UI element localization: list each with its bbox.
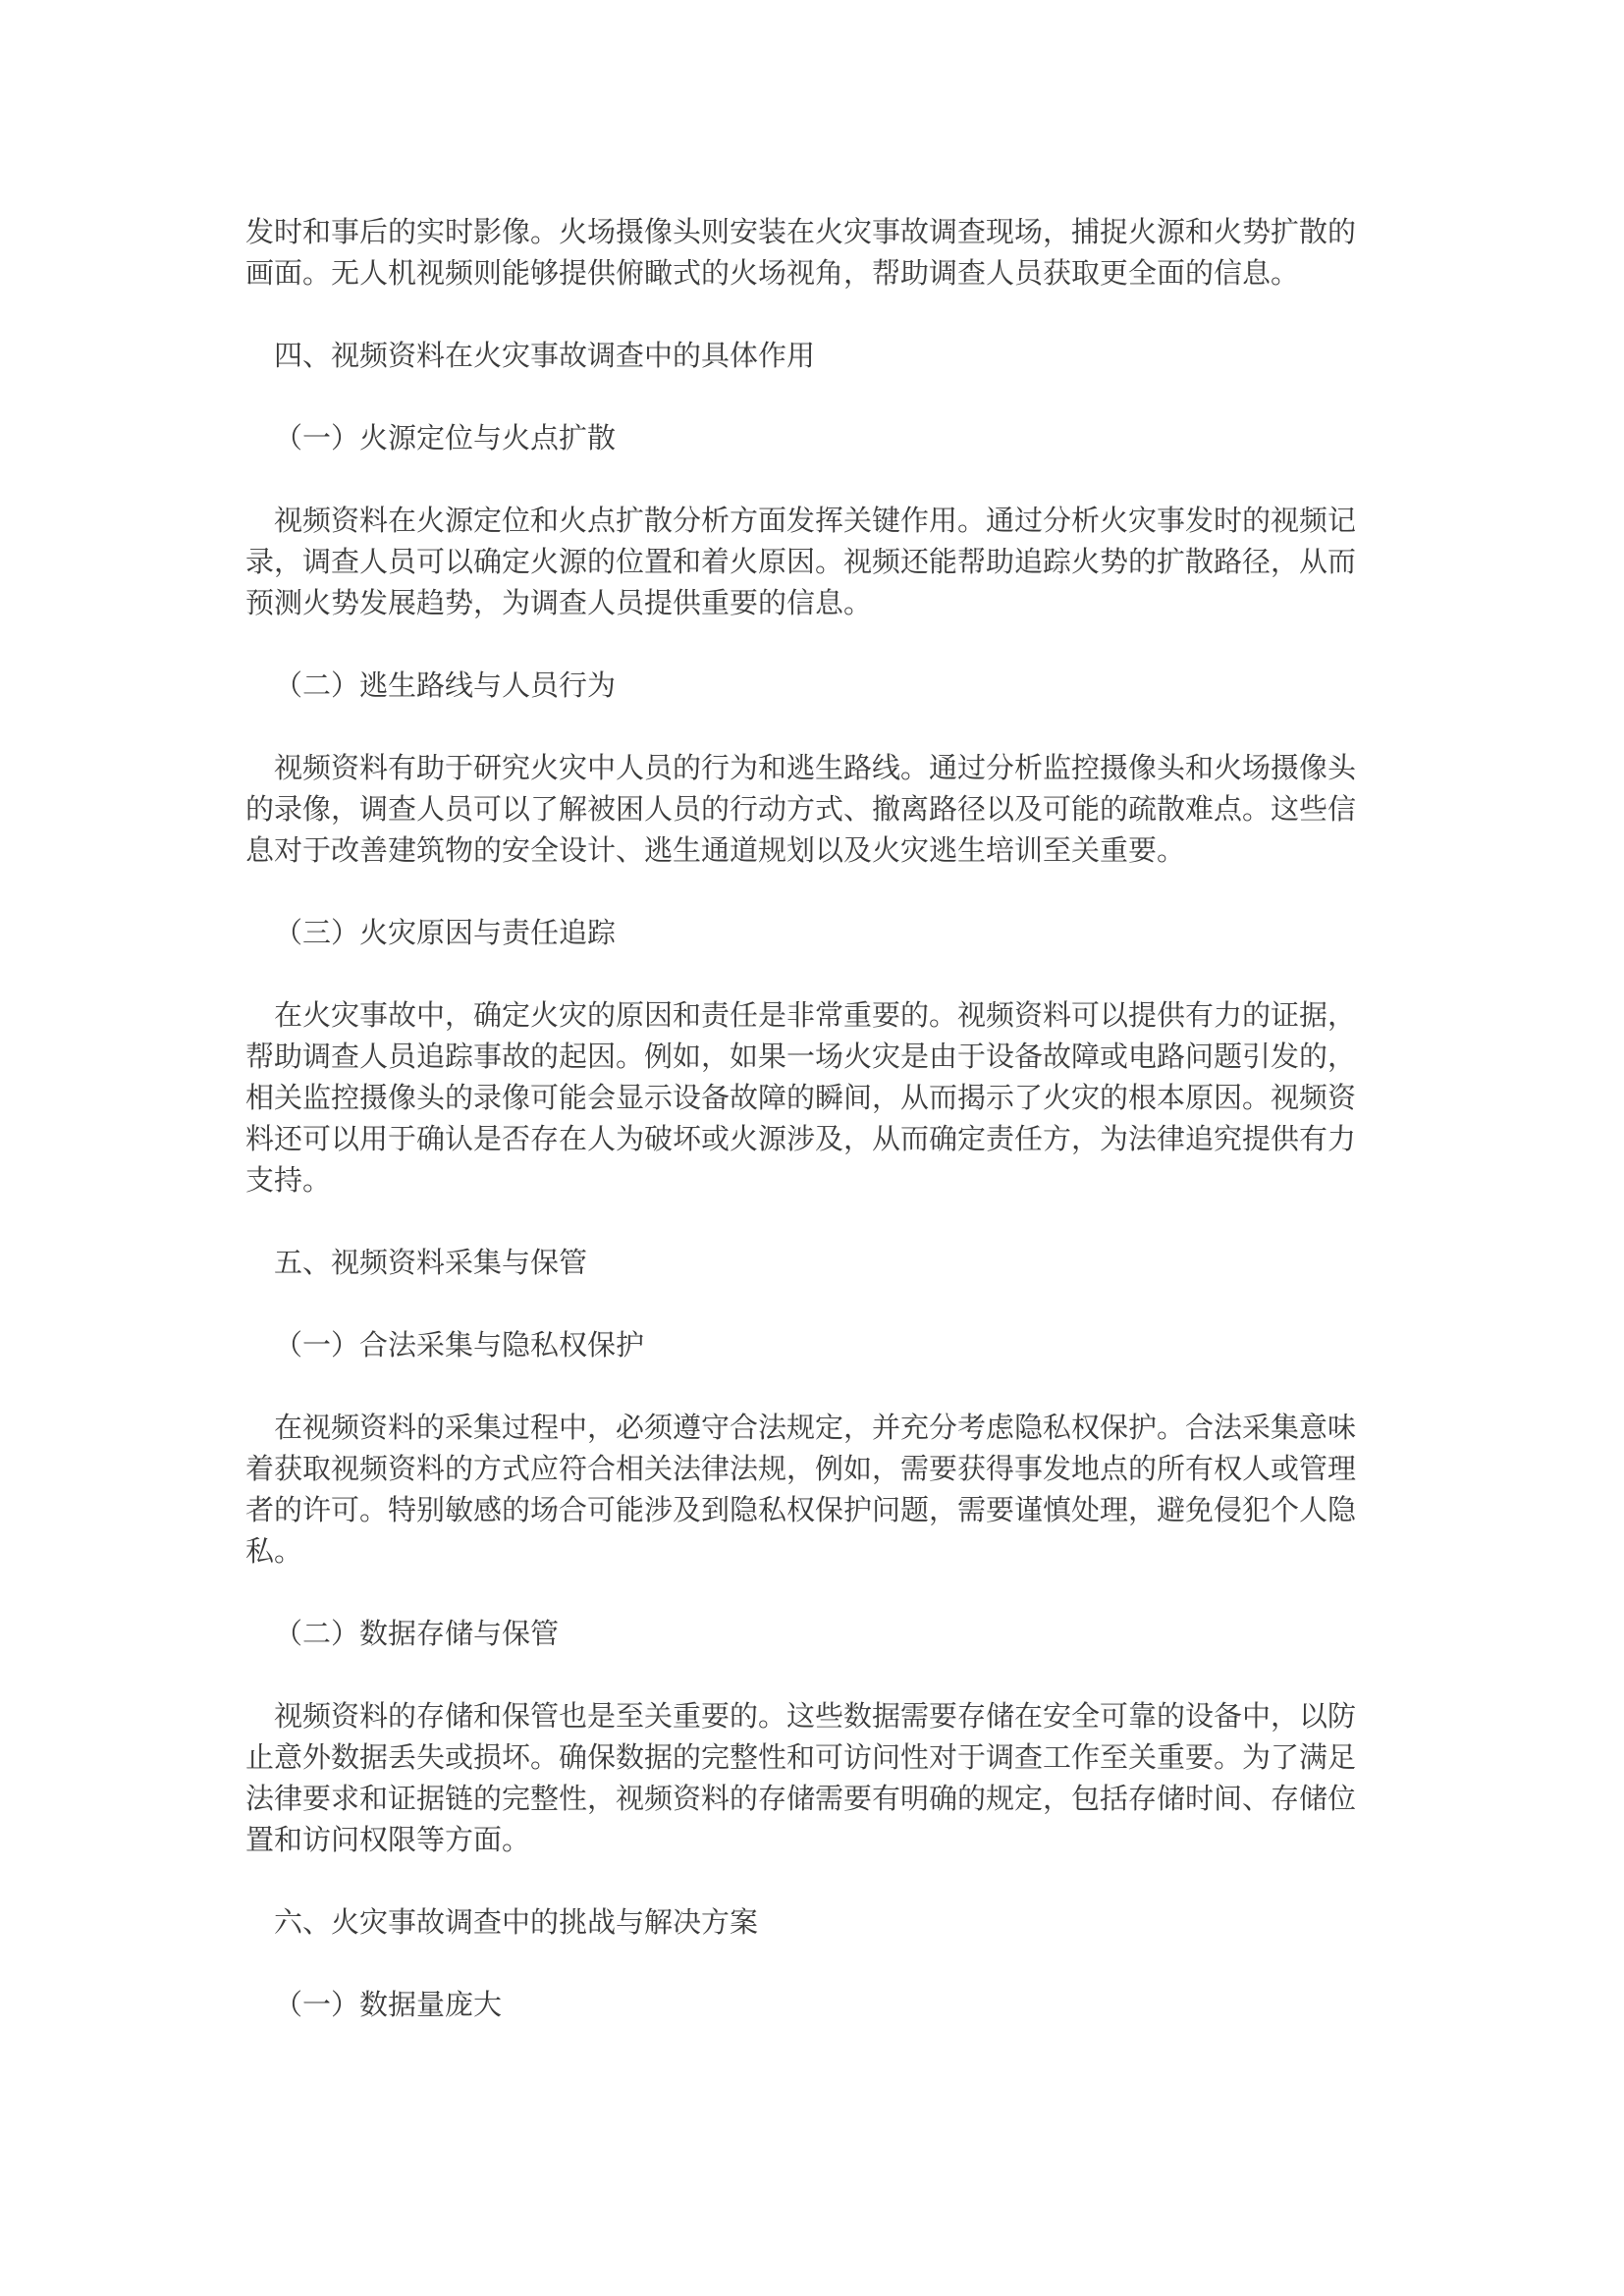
section-heading: 四、视频资料在火灾事故调查中的具体作用 [274, 341, 816, 372]
text-line: 预测火势发展趋势，为调查人员提供重要的信息。 [245, 588, 873, 619]
subsection-heading: （一）火源定位与火点扩散 [274, 423, 617, 454]
section-heading: 六、火灾事故调查中的挑战与解决方案 [274, 1907, 759, 1939]
text-line: 法律要求和证据链的完整性，视频资料的存储需要有明确的规定，包括存储时间、存储位 [245, 1784, 1357, 1815]
text-line: 帮助调查人员追踪事故的起因。例如，如果一场火灾是由于设备故障或电路问题引发的， [245, 1041, 1357, 1073]
subsection-heading: （三）火灾原因与责任追踪 [274, 918, 617, 949]
paragraph [245, 995, 1371, 1201]
text-line: 的录像，调查人员可以了解被困人员的行动方式、撤离路径以及可能的疏散难点。这些信 [245, 794, 1357, 826]
text-line: 止意外数据丢失或损坏。确保数据的完整性和可访问性对于调查工作至关重要。为了满足 [245, 1742, 1357, 1774]
paragraph [245, 1696, 1371, 1861]
text-line: 相关监控摄像头的录像可能会显示设备故障的瞬间，从而揭示了火灾的根本原因。视频资 [245, 1083, 1357, 1114]
text-line: 画面。无人机视频则能够提供俯瞰式的火场视角，帮助调查人员获取更全面的信息。 [245, 258, 1300, 290]
text-line: 支持。 [245, 1165, 332, 1197]
text-line: 息对于改善建筑物的安全设计、逃生通道规划以及火灾逃生培训至关重要。 [245, 835, 1186, 867]
text-line: 私。 [245, 1536, 303, 1568]
text-line: 着获取视频资料的方式应符合相关法律法规，例如，需要获得事发地点的所有权人或管理 [245, 1454, 1357, 1485]
text-line: 录，调查人员可以确定火源的位置和着火原因。视频还能帮助追踪火势的扩散路径，从而 [245, 547, 1357, 578]
text-line: 料还可以用于确认是否存在人为破坏或火源涉及，从而确定责任方，为法律追究提供有力 [245, 1124, 1357, 1155]
paragraph [245, 501, 1371, 624]
paragraph [245, 748, 1371, 872]
paragraph [245, 1408, 1371, 1573]
text-line: 置和访问权限等方面。 [245, 1825, 531, 1856]
text-line: 视频资料的存储和保管也是至关重要的。这些数据需要存储在安全可靠的设备中，以防 [274, 1701, 1357, 1733]
text-line: 在视频资料的采集过程中，必须遵守合法规定，并充分考虑隐私权保护。合法采集意味 [274, 1413, 1357, 1444]
subsection-heading: （一）合法采集与隐私权保护 [274, 1330, 645, 1362]
subsection-heading: （一）数据量庞大 [274, 1990, 503, 2021]
document-body [245, 212, 1371, 2026]
subsection-heading: （二）数据存储与保管 [274, 1619, 560, 1650]
paragraph [245, 212, 1371, 294]
text-line: 发时和事后的实时影像。火场摄像头则安装在火灾事故调查现场，捕捉火源和火势扩散的 [245, 217, 1357, 248]
subsection-heading: （二）逃生路线与人员行为 [274, 670, 617, 702]
text-line: 者的许可。特别敏感的场合可能涉及到隐私权保护问题，需要谨慎处理，避免侵犯个人隐 [245, 1495, 1357, 1526]
section-heading: 五、视频资料采集与保管 [274, 1248, 588, 1279]
text-line: 在火灾事故中，确定火灾的原因和责任是非常重要的。视频资料可以提供有力的证据， [274, 1000, 1357, 1032]
text-line: 视频资料有助于研究火灾中人员的行为和逃生路线。通过分析监控摄像头和火场摄像头 [274, 753, 1357, 784]
text-line: 视频资料在火源定位和火点扩散分析方面发挥关键作用。通过分析火灾事发时的视频记 [274, 506, 1357, 537]
